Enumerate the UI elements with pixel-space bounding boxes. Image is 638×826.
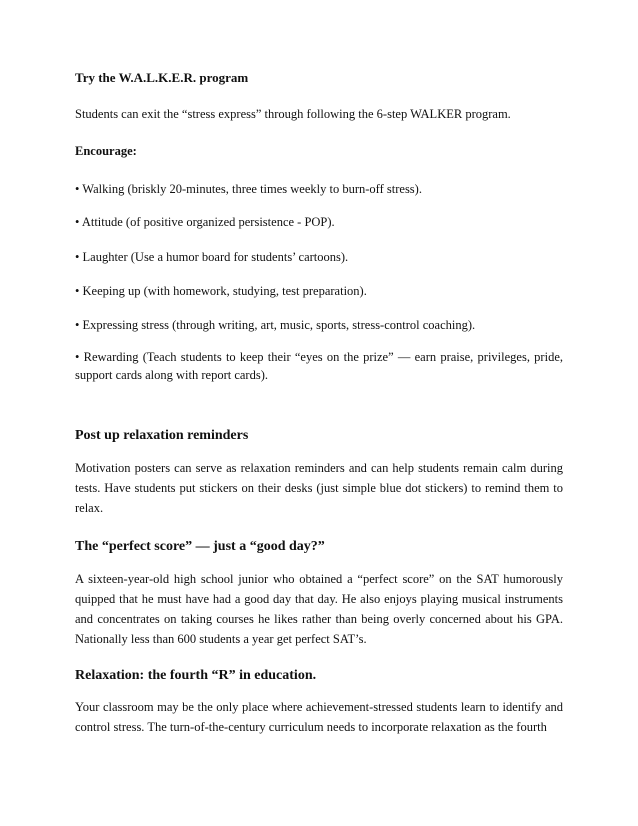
encourage-label: Encourage: bbox=[75, 144, 137, 158]
walker-item-text: Rewarding (Teach students to keep their “eyes on the prize” — earn praise, privileges, pride, support cards along with report cards). bbox=[75, 350, 563, 382]
bullet-dot: • bbox=[75, 350, 80, 364]
walker-heading: Try the W.A.L.K.E.R. program bbox=[75, 70, 249, 85]
bullet-dot: • bbox=[75, 284, 80, 298]
walker-item-rewarding bbox=[75, 348, 563, 384]
walker-item-attitude bbox=[75, 214, 335, 230]
perfect-score-heading: The “perfect score” — just a “good day?” bbox=[75, 539, 325, 554]
bullet-dot: • bbox=[75, 318, 80, 332]
walker-item-text: Keeping up (with homework, studying, test preparation). bbox=[82, 284, 367, 298]
relaxation-reminders-heading: Post up relaxation reminders bbox=[75, 428, 249, 443]
bullet-dot: • bbox=[75, 182, 80, 196]
walker-item-text: Walking (briskly 20-minutes, three times weekly to burn-off stress). bbox=[82, 182, 422, 196]
walker-item-laughter bbox=[75, 249, 348, 265]
walker-item-text: Attitude (of positive organized persistence - POP). bbox=[81, 215, 335, 229]
walker-item-keeping-up bbox=[75, 283, 367, 299]
fourth-r-body: Your classroom may be the only place where achievement-stressed students learn to identify and control stress. The turn-of-the-century curriculum needs to incorporate relaxation as the fourth bbox=[75, 700, 563, 734]
fourth-r-heading: Relaxation: the fourth “R” in education. bbox=[75, 668, 317, 683]
bullet-dot: • bbox=[75, 215, 80, 229]
walker-item-expressing bbox=[75, 317, 475, 333]
walker-item-walking bbox=[75, 181, 422, 197]
walker-intro: Students can exit the “stress express” through following the 6-step WALKER program. bbox=[75, 107, 511, 121]
walker-item-text: Expressing stress (through writing, art, music, sports, stress-control coaching). bbox=[82, 318, 476, 332]
walker-item-text: Laughter (Use a humor board for students’ cartoons). bbox=[82, 250, 349, 264]
relaxation-reminders-body: Motivation posters can serve as relaxation reminders and can help students remain calm during tests. Have students put stickers on their desks (just simple blue dot stickers) to remind them to relax. bbox=[75, 461, 563, 515]
perfect-score-body: A sixteen-year-old high school junior who obtained a “perfect score” on the SAT humorously quipped that he must have had a good day that day. He also enjoys playing musical instruments and concentrates on taking courses he likes rather than being overly concerned about his GPA. Nationally less than 600 students a year get perfect SAT’s. bbox=[75, 572, 563, 646]
bullet-dot: • bbox=[75, 250, 80, 264]
